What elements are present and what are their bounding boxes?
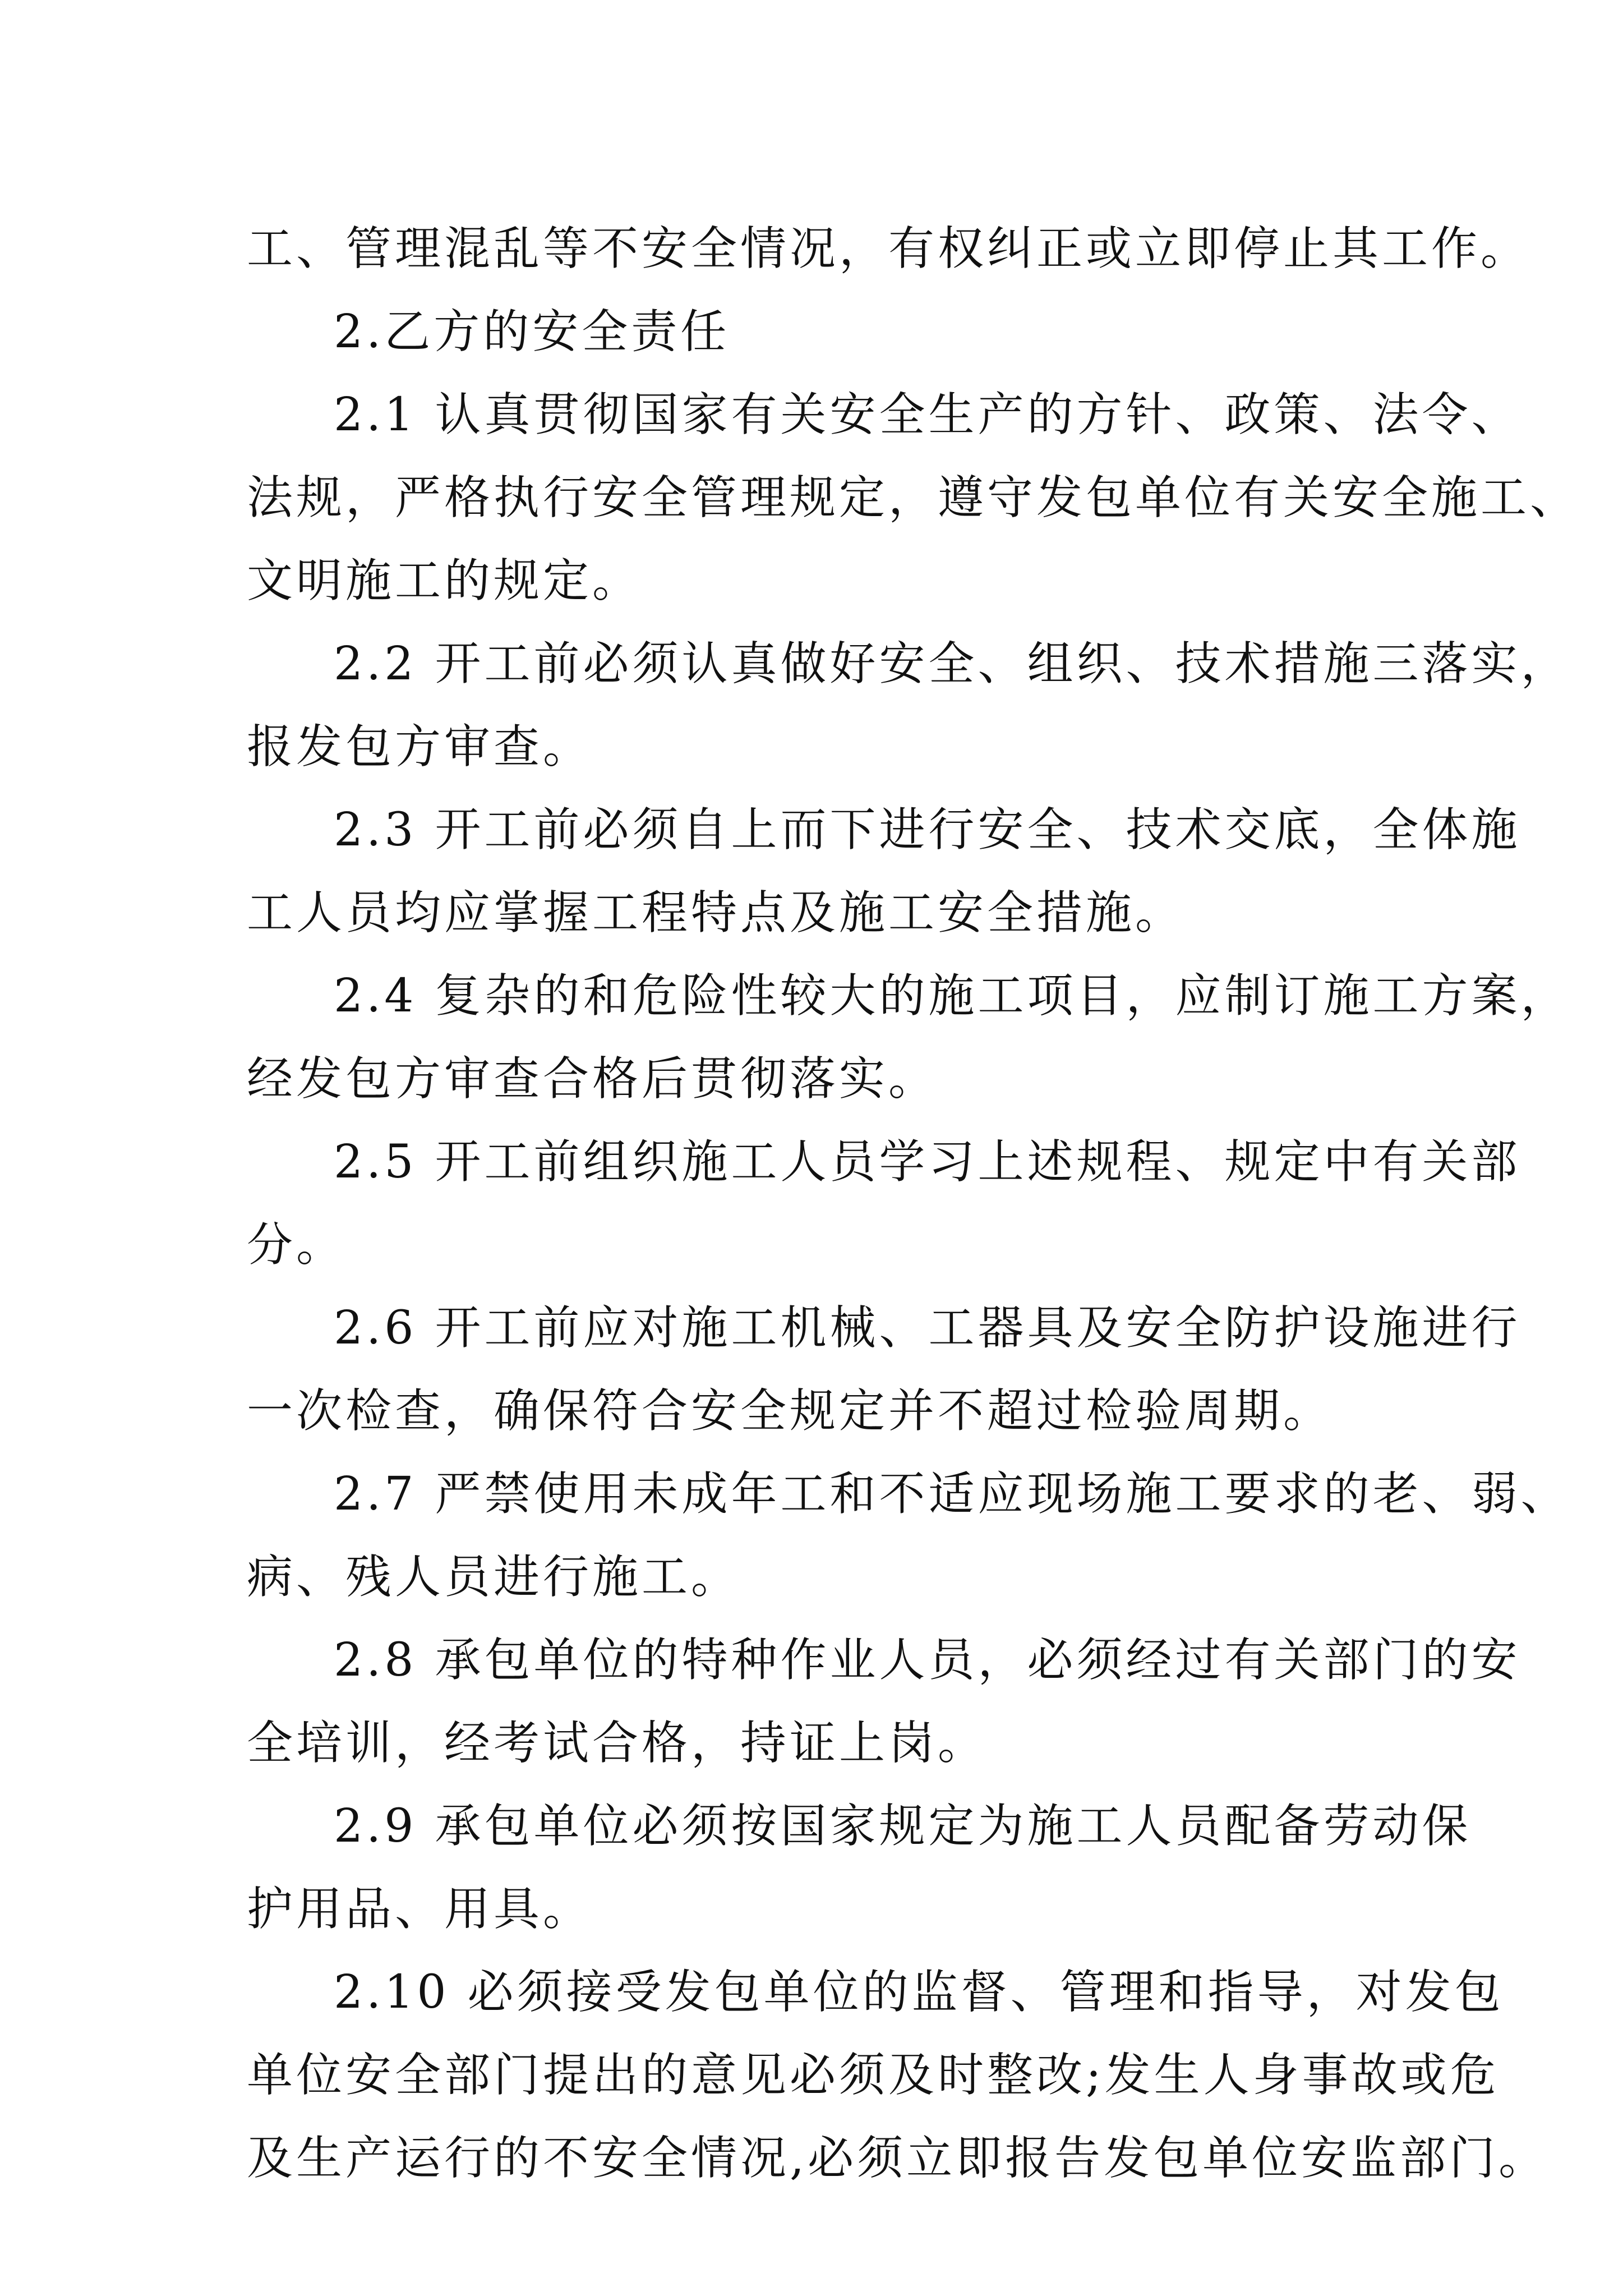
text-line: 2.8 承包单位的特种作业人员，必须经过有关部门的安 (334, 1634, 1521, 1687)
text-line: 单位安全部门提出的意见必须及时整改;发生人身事故或危 (247, 2049, 1500, 2102)
text-line: 全培训，经考试合格，持证上岗。 (247, 1717, 988, 1770)
text-line: 护用品、用具。 (247, 1883, 593, 1936)
text-line: 及生产运行的不安全情况,必须立即报告发包单位安监部门。 (247, 2132, 1548, 2185)
text-line: 2.10 必须接受发包单位的监督、管理和指导，对发包 (334, 1966, 1504, 2019)
text-line: 工人员均应掌握工程特点及施工安全措施。 (247, 886, 1185, 940)
text-line: 2.5 开工前组织施工人员学习上述规程、规定中有关部 (334, 1135, 1521, 1189)
text-line: 2.1 认真贯彻国家有关安全生产的方针、政策、法令、 (334, 388, 1521, 441)
text-line: 2.6 开工前应对施工机械、工器具及安全防护设施进行 (334, 1301, 1521, 1355)
text-line: 2.4 复杂的和危险性较大的施工项目，应制订施工方案， (334, 969, 1570, 1023)
text-line: 文明施工的规定。 (247, 554, 642, 608)
section-heading: 2.乙方的安全责任 (334, 305, 730, 358)
text-line: 2.3 开工前必须自上而下进行安全、技术交底，全体施 (334, 803, 1521, 857)
text-line: 工、管理混乱等不安全情况，有权纠正或立即停止其工作。 (247, 222, 1530, 275)
text-line: 一次检查，确保符合安全规定并不超过检验周期。 (247, 1384, 1333, 1438)
text-line: 经发包方审查合格后贯彻落实。 (247, 1052, 938, 1106)
text-line: 分。 (247, 1218, 346, 1272)
text-line: 报发包方审查。 (247, 720, 593, 774)
text-line: 法规，严格执行安全管理规定，遵守发包单位有关安全施工、 (247, 471, 1580, 524)
text-line: 2.2 开工前必须认真做好安全、组织、技术措施三落实， (334, 637, 1570, 691)
text-line: 2.9 承包单位必须按国家规定为施工人员配备劳动保 (334, 1800, 1472, 1853)
document-body (247, 208, 1580, 2200)
text-line: 2.7 严禁使用未成年工和不适应现场施工要求的老、弱、 (334, 1467, 1570, 1521)
text-line: 病、残人员进行施工。 (247, 1550, 741, 1604)
